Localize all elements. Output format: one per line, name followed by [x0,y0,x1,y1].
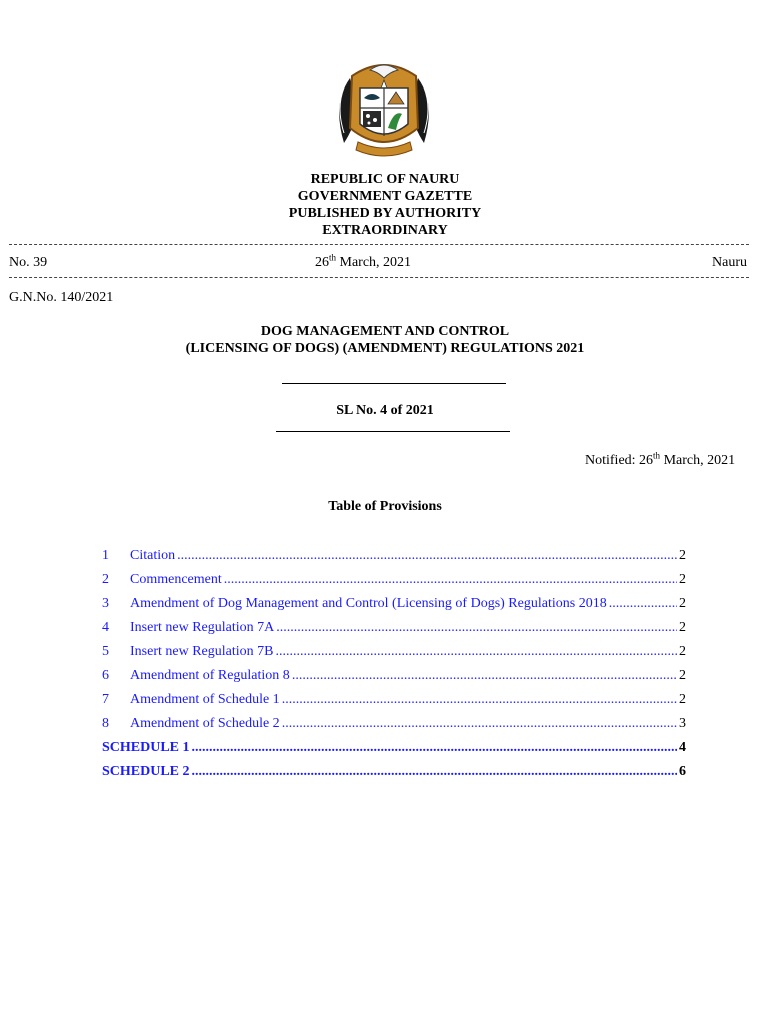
toc-leader [275,644,677,660]
toc-leader [224,572,677,588]
toc-item-title: Amendment of Regulation 8 [130,668,290,683]
toc-item-page: 2 [679,548,686,563]
toc-item-number: 6 [102,668,109,683]
toc-item-number: 4 [102,620,109,635]
toc-schedule-title: SCHEDULE 2 [102,764,190,779]
toc-item-page: 2 [679,572,686,587]
sl-number: SL No. 4 of 2021 [336,403,434,418]
gazette-line-1: REPUBLIC OF NAURU [310,172,460,187]
toc-schedule-page: 4 [679,740,686,755]
toc-item-number: 8 [102,716,109,731]
divider-bottom [9,277,749,278]
toc-item-number: 1 [102,548,109,563]
toc-item-number: 5 [102,644,109,659]
toc-schedule-1[interactable] [102,740,686,758]
toc-leader [282,716,677,732]
divider-top [9,244,749,245]
rule-lower [276,431,510,432]
issue-date [315,252,412,271]
title-line-2: (LICENSING OF DOGS) (AMENDMENT) REGULATIONS 2021 [185,341,585,356]
toc-item-title: Commencement [130,572,222,587]
toc-item-page: 2 [679,596,686,611]
toc-item-number: 2 [102,572,109,587]
toc-item-citation[interactable] [102,548,686,566]
toc-leader [609,596,677,612]
toc-item-title: Amendment of Schedule 2 [130,716,280,731]
nauru-coat-of-arms-icon [330,58,438,162]
toc-item-regulation-7a[interactable] [102,620,686,638]
notified-rest: March, 2021 [660,453,736,468]
toc-item-page: 2 [679,644,686,659]
toc-leader [276,620,677,636]
toc-schedule-title: SCHEDULE 1 [102,740,190,755]
gazette-line-4: EXTRAORDINARY [322,223,448,238]
rule-upper [282,383,506,384]
toc-leader [292,668,677,684]
notified-date [585,450,736,469]
toc-item-amendment-regulations[interactable] [102,596,686,614]
toc-leader [192,764,677,780]
issue-date-suffix: th [329,252,337,263]
issue-date-day: 26 [315,255,329,270]
toc-item-schedule-2-amendment[interactable] [102,716,686,734]
issue-place: Nauru [712,255,747,270]
toc-leader [192,740,677,756]
toc-item-regulation-8[interactable] [102,668,686,686]
toc-item-title: Citation [130,548,176,563]
issue-number: No. 39 [9,255,48,270]
toc-item-commencement[interactable] [102,572,686,590]
title-line-1: DOG MANAGEMENT AND CONTROL [260,324,510,339]
toc-item-schedule-1-amendment[interactable] [102,692,686,710]
notified-prefix: Notified: 26 [585,453,654,468]
toc-item-number: 7 [102,692,109,707]
toc-item-title: Insert new Regulation 7B [130,644,274,659]
toc-leader [282,692,677,708]
toc-item-regulation-7b[interactable] [102,644,686,662]
toc-schedule-2[interactable] [102,764,686,782]
toc-schedule-page: 6 [679,764,686,779]
issue-date-rest: March, 2021 [336,255,412,270]
gn-number: G.N.No. 140/2021 [9,290,114,305]
toc-item-title: Amendment of Dog Management and Control (Licensing of Dogs) Regulations 2018 [130,596,607,611]
toc-item-page: 2 [679,692,686,707]
toc-leader [177,548,677,564]
notified-suffix: th [653,450,661,461]
toc-heading: Table of Provisions [328,499,442,514]
toc-item-number: 3 [102,596,109,611]
gazette-line-3: PUBLISHED BY AUTHORITY [288,206,482,221]
gazette-line-2: GOVERNMENT GAZETTE [297,189,473,204]
toc-item-title: Insert new Regulation 7A [130,620,275,635]
toc-item-page: 2 [679,668,686,683]
toc-item-page: 3 [679,716,686,731]
toc-item-page: 2 [679,620,686,635]
toc-item-title: Amendment of Schedule 1 [130,692,280,707]
